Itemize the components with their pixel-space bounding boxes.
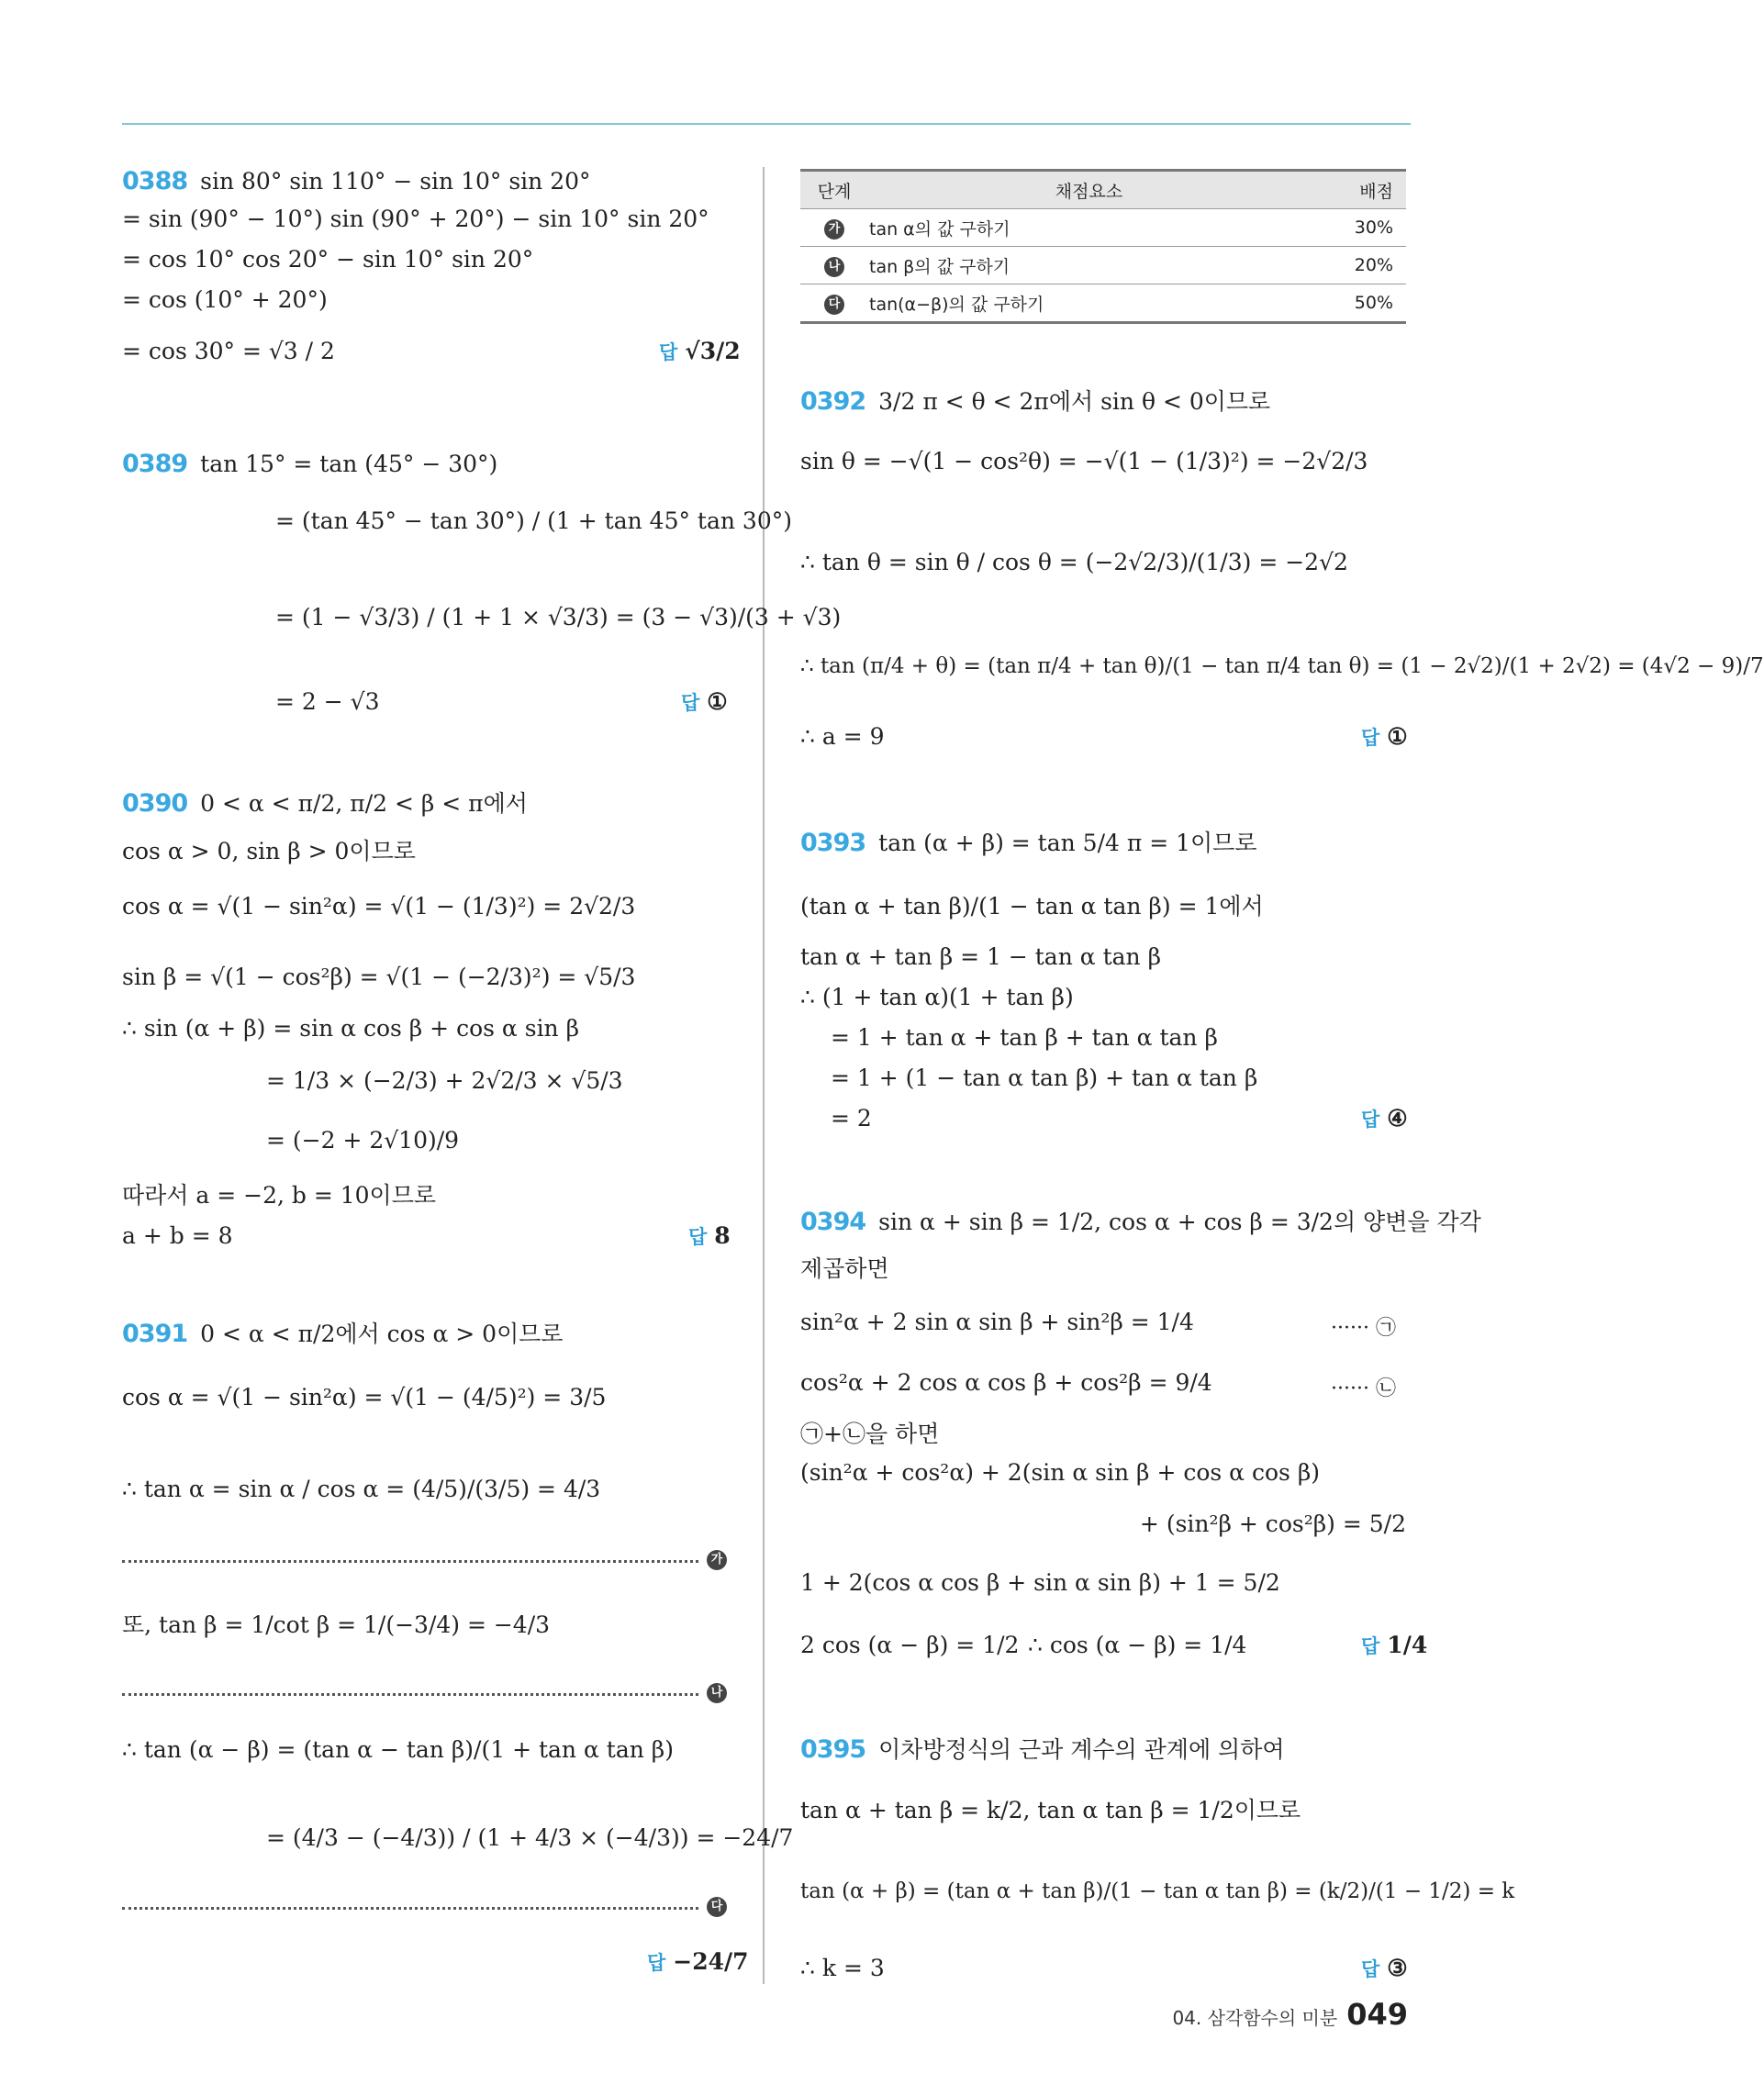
- solution-line: sin θ = −√(1 − cos²θ) = −√(1 − (1/3)²) = −2√2/3: [800, 448, 1368, 474]
- solution-line: ∴ tan (α − β) = (tan α − tan β)/(1 + tan α tan β): [122, 1736, 675, 1763]
- problem-number: 0392: [800, 387, 866, 416]
- answer: 답 1/4: [1361, 1632, 1428, 1658]
- table-row: 가 tan α의 값 구하기 30%: [800, 209, 1406, 247]
- solution-line: sin α + sin β = 1/2, cos α + cos β = 3/2의 양변을 각각: [878, 1209, 1481, 1235]
- problem-number: 0389: [122, 450, 188, 478]
- answer: 답 −24/7: [647, 1948, 749, 1975]
- solution-line: 3/2 π < θ < 2π에서 sin θ < 0이므로: [878, 388, 1271, 415]
- solution-line: = 1/3 × (−2/3) + 2√2/3 × √5/3: [266, 1067, 623, 1094]
- solution-line: ∴ sin (α + β) = sin α cos β + cos α sin β: [122, 1015, 580, 1042]
- problem-number: 0393: [800, 829, 866, 857]
- page-footer: [1172, 1997, 1408, 2032]
- solution-line: 따라서 a = −2, b = 10이므로: [122, 1182, 436, 1209]
- step-divider: [122, 1907, 698, 1910]
- solution-line: sin 80° sin 110° − sin 10° sin 20°: [200, 168, 591, 195]
- solution-line: = 1 + tan α + tan β + tan α tan β: [831, 1024, 1218, 1051]
- solution-line: tan (α + β) = tan 5/4 π = 1이므로: [878, 830, 1257, 856]
- solution-line: 1 + 2(cos α cos β + sin α sin β) + 1 = 5/2: [800, 1569, 1280, 1596]
- solution-line: cos²α + 2 cos α cos β + cos²β = 9/4: [800, 1369, 1212, 1396]
- equation-mark: ······ ㉠: [1331, 1317, 1396, 1340]
- solution-line: a + b = 8: [122, 1222, 233, 1249]
- solution-line: = cos (10° + 20°): [122, 286, 328, 313]
- solution-line: 0 < α < π/2, π/2 < β < π에서: [200, 790, 528, 817]
- solution-line: = cos 30° = √3 / 2: [122, 338, 335, 364]
- answer: 답 ③: [1361, 1955, 1408, 1981]
- solution-line: ∴ tan (π/4 + θ) = (tan π/4 + tan θ)/(1 − tan π/4 tan θ) = (1 − 2√2)/(1 + 2√2) = (4√2 − 9)/7: [800, 654, 1764, 678]
- grading-table: [800, 169, 1406, 324]
- solution-line: = (tan 45° − tan 30°) / (1 + tan 45° tan 30°): [275, 507, 793, 534]
- solution-line: (sin²α + cos²α) + 2(sin α sin β + cos α cos β): [800, 1459, 1321, 1486]
- top-rule: [122, 123, 1411, 125]
- answer: 답 ①: [681, 688, 728, 715]
- step-marker: 가: [707, 1550, 727, 1570]
- problem-number: 0394: [800, 1208, 866, 1236]
- answer: 답 ④: [1361, 1105, 1408, 1132]
- solution-line: ㉠+㉡을 하면: [800, 1421, 940, 1447]
- column-divider: [763, 167, 765, 1984]
- solution-line: = cos 10° cos 20° − sin 10° sin 20°: [122, 246, 534, 273]
- solution-line: + (sin²β + cos²β) = 5/2: [1139, 1511, 1406, 1537]
- solution-line: 이차방정식의 근과 계수의 관계에 의하여: [878, 1736, 1285, 1763]
- solution-line: ∴ k = 3: [800, 1955, 885, 1981]
- problem-number: 0395: [800, 1735, 866, 1764]
- solution-line: ∴ a = 9: [800, 723, 885, 750]
- solution-line: = (−2 + 2√10)/9: [266, 1127, 460, 1154]
- answer: 답 √3/2: [659, 338, 741, 364]
- problem-number: 0388: [122, 167, 188, 195]
- solution-line: cos α = √(1 − sin²α) = √(1 − (1/3)²) = 2√2/3: [122, 893, 636, 920]
- problem-number: 0390: [122, 789, 188, 818]
- solution-line: = 2 − √3: [275, 688, 380, 715]
- problem-number: 0391: [122, 1320, 188, 1348]
- solution-line: tan α + tan β = 1 − tan α tan β: [800, 943, 1162, 970]
- solution-line: = (1 − √3/3) / (1 + 1 × √3/3) = (3 − √3)/(3 + √3): [275, 604, 842, 630]
- solution-line: = sin (90° − 10°) sin (90° + 20°) − sin 10° sin 20°: [122, 206, 709, 232]
- solution-line: ∴ (1 + tan α)(1 + tan β): [800, 984, 1074, 1010]
- step-divider: [122, 1693, 698, 1696]
- solution-line: 또, tan β = 1/cot β = 1/(−3/4) = −4/3: [122, 1611, 551, 1638]
- solution-line: = (4/3 − (−4/3)) / (1 + 4/3 × (−4/3)) = −24/7: [266, 1824, 794, 1851]
- table-row: 나 tan β의 값 구하기 20%: [800, 247, 1406, 284]
- solution-line: sin β = √(1 − cos²β) = √(1 − (−2/3)²) = √5/3: [122, 964, 636, 990]
- solution-line: tan 15° = tan (45° − 30°): [200, 451, 498, 477]
- solution-line: ∴ tan θ = sin θ / cos θ = (−2√2/3)/(1/3) = −2√2: [800, 549, 1348, 575]
- solution-line: cos α > 0, sin β > 0이므로: [122, 838, 416, 864]
- solution-line: cos α = √(1 − sin²α) = √(1 − (4/5)²) = 3/5: [122, 1384, 607, 1410]
- step-marker: 나: [707, 1683, 727, 1703]
- solution-line: 0 < α < π/2에서 cos α > 0이므로: [200, 1321, 564, 1347]
- solution-line: tan α + tan β = k/2, tan α tan β = 1/2이므로: [800, 1797, 1301, 1823]
- solution-line: 제곱하면: [800, 1255, 889, 1282]
- step-divider: [122, 1560, 698, 1563]
- table-header: 단계 채점요소 배점: [800, 171, 1406, 209]
- solution-line: = 2: [831, 1105, 872, 1132]
- chapter-title: 04. 삼각함수의 미분: [1172, 2007, 1338, 2029]
- answer: 답 8: [688, 1222, 731, 1249]
- solution-line: (tan α + tan β)/(1 − tan α tan β) = 1에서: [800, 893, 1264, 920]
- solution-line: tan (α + β) = (tan α + tan β)/(1 − tan α tan β) = (k/2)/(1 − 1/2) = k: [800, 1879, 1515, 1903]
- solution-line: sin²α + 2 sin α sin β + sin²β = 1/4: [800, 1309, 1194, 1335]
- solution-line: 2 cos (α − β) = 1/2: [800, 1632, 1020, 1658]
- solution-line: ∴ tan α = sin α / cos α = (4/5)/(3/5) = 4/3: [122, 1476, 601, 1502]
- page-number: 049: [1346, 1997, 1408, 2032]
- answer: 답 ①: [1361, 723, 1408, 750]
- solution-line: ∴ cos (α − β) = 1/4: [1028, 1632, 1247, 1658]
- step-marker: 다: [707, 1897, 727, 1917]
- equation-mark: ······ ㉡: [1331, 1377, 1396, 1400]
- solution-line: = 1 + (1 − tan α tan β) + tan α tan β: [831, 1065, 1258, 1091]
- table-row: 다 tan(α−β)의 값 구하기 50%: [800, 284, 1406, 323]
